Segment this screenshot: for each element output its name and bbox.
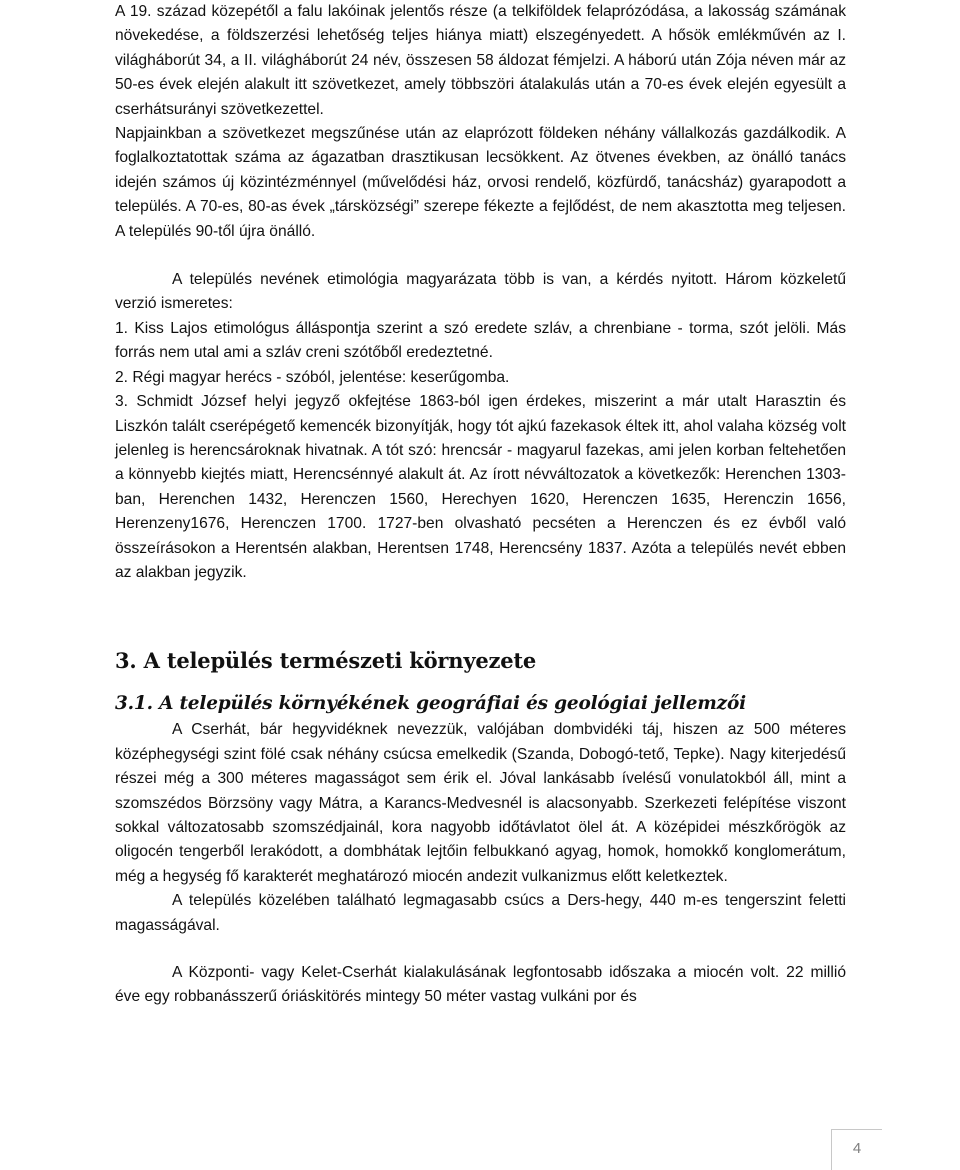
geography-paragraph-2: A település közelében található legmagasabb csúcs a Ders-hegy, 440 m-es tengerszint feletti magasságával. [115,892,846,934]
etymology-intro: A település nevének etimológia magyarázata több is van, a kérdés nyitott. Három közkeletű verzió ismeretes: [115,271,846,313]
geography-paragraph-1: A Cserhát, bár hegyvidéknek nevezzük, valójában dombvidéki táj, hiszen az 500 méteres középhegységi szint fölé csak néhány csúcsa emelkedik (Szanda, Dobogó-tető, Tepke). Nagy kiterjedésű részei még a 300 méteres magasságot sem érik el. Jóval lankásabb ívelésű vonulatokból áll, mint a szomszédos Börzsöny vagy Mátra, a Karancs-Medvesnél is alacsonyabb. Szerkezeti felépítése viszont sokkal változatosabb szomszédjainál, kora nagyobb időtávlatot ölel át. A középidei mészkőrögök az oligocén tengerből lerakódott, a dombhátak lejtőin felbukkanó agyag, homok, homokkő konglomerátum, még a hegység fő karakterét meghatározó miocén andezit vulkanizmus előtt keletkeztek. [115,721,846,885]
etymology-item-3: 3. Schmidt József helyi jegyző okfejtése 1863-ból igen érdekes, miszerint a már utalt Harasztin és Liszkón talált cserépégető kemencék bizonyítják, hogy tót ajkú fazekasok éltek itt, ahol valaha község volt jelenleg is herencsároknak hivatnak. A tót szó: hrencsár - magyarul fazekas, ami jelen korban feltehetően a könnyebb kiejtés miatt, Herencsénnyé alakult át. Az írott névváltozatok a következők: Herenchen 1303-ban, Herenchen 1432, Herenczen 1560, Herechyen 1620, Herenczen 1635, Herenczin 1656, Herenzeny1676, Herenczen 1700. 1727-ben olvasható pecséten a Herenczen és ez évből való összeírásokon a Herentsén alakban, Herentsen 1748, Herencsény 1837. Azóta a település nevét ebben az alakban jegyzik. [115,393,846,581]
section-3-heading: 3. A település természeti környezete [115,648,537,674]
geography-paragraph-3: A Központi- vagy Kelet-Cserhát kialakulásának legfontosabb időszaka a miocén volt. 22 millió éve egy robbanásszerű óriáskitörés mintegy 50 méter vastag vulkáni por és [115,964,846,1006]
intro-paragraph-2: Napjainkban a szövetkezet megszűnése után az elaprózott földeken néhány vállalkozás gazdálkodik. A foglalkoztatottak száma az ágazatban drasztikusan lecsökkent. Az ötvenes években, az önálló tanács idején számos új közintézménnyel (művelődési ház, orvosi rendelő, közfürdő, tanácsház) gyarapodott a település. A 70-es, 80-as évek „társközségi” szerepe fékezte a fejlődést, de nem akasztotta meg teljesen. A település 90-től újra önálló. [115,125,846,240]
etymology-item-2: 2. Régi magyar herécs - szóból, jelentése: keserűgomba. [115,368,510,386]
intro-paragraph-1: A 19. század közepétől a falu lakóinak jelentős része (a telkiföldek felaprózódása, a lakosság számának növekedése, a földszerzési lehetőség teljes hiánya miatt) elszegényedett. A hősök emlékművén az I. világháborút 34, a II. világháborút 24 név, összesen 58 áldozat fémjelzi. A háború után Zója néven már az 50-es évek elején alakult itt szövetkezet, amely többszöri átalakulás után a 70-es évek elején egyesült a cserhátsurányi szövetkezettel. [115,3,846,118]
section-3-1-heading: 3.1. A település környékének geográfiai és geológiai jellemzői [115,693,746,715]
spacer [115,585,846,646]
etymology-item-1: 1. Kiss Lajos etimológus álláspontja szerint a szó eredete szláv, a chrenbiane - torma, szót jelöli. Más forrás nem utal ami a szláv creni szótőből eredeztetné. [115,319,846,362]
spacer [115,938,846,961]
spacer [115,244,846,268]
spacer [115,676,846,690]
document-page [115,0,846,1010]
page-number: 4 [831,1129,882,1170]
